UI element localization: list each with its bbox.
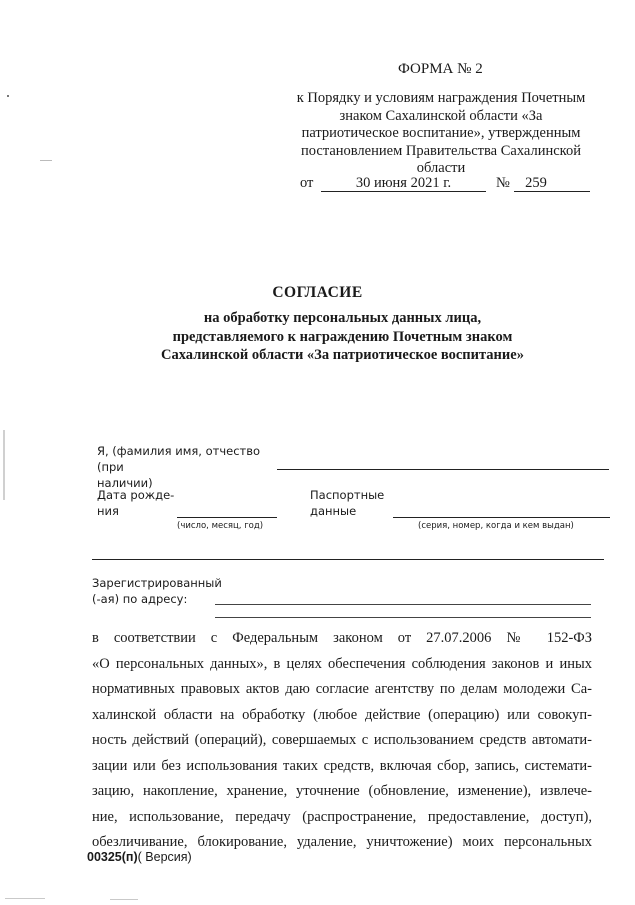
body-line: зации или без использования таких средств, включая сбор, запись, системати-	[92, 757, 592, 774]
passport-label-line: данные	[310, 504, 357, 518]
body-line: «О персональных данных», в целях обеспечения соблюдения законов и иных	[92, 655, 592, 672]
scan-speck	[3, 430, 5, 500]
document-code: 00325(п)	[87, 850, 138, 864]
birth-date-label-line: Дата рожде-	[97, 488, 175, 502]
passport-label	[310, 487, 400, 519]
document-version: ( Версия)	[137, 850, 192, 864]
birth-date-label-line: ния	[97, 504, 119, 518]
fio-label	[97, 443, 277, 491]
resolution-date: 30 июня 2021 г.	[355, 175, 452, 191]
resolution-number: 259	[525, 175, 547, 191]
order-reference-line: постановлением Правительства Сахалинской	[301, 142, 581, 159]
document-subtitle	[95, 309, 590, 365]
body-line: зацию, накопление, хранение, уточнение (обновление, изменение), извлече-	[92, 783, 592, 799]
birth-date-hint: (число, месяц, год)	[177, 521, 264, 531]
body-line: ние, использование, передачу (распространение, предоставление, доступ),	[92, 808, 592, 825]
birth-date-label	[97, 487, 177, 519]
consent-body-text	[92, 626, 592, 856]
body-line: обезличивание, блокирование, удаление, уничтожение) моих персональных	[92, 834, 592, 850]
order-reference	[285, 90, 597, 178]
scan-speck	[110, 899, 138, 900]
scan-speck	[40, 160, 52, 161]
fio-input-line[interactable]	[277, 469, 609, 470]
passport-label-line: Паспортные	[310, 488, 385, 502]
address-label-line: (-ая) по адресу:	[92, 592, 188, 606]
scan-speck	[5, 898, 45, 899]
fio-label-line: наличии)	[97, 476, 153, 490]
body-line: в соответствии с Федеральным законом от 27.07.2006 № 152-ФЗ	[92, 630, 592, 646]
order-reference-line: знаком Сахалинской области «За	[339, 107, 543, 124]
body-line: ность действий (операций), совершаемых с использованием средств автомати-	[92, 732, 592, 748]
number-label: №	[496, 175, 510, 191]
address-label	[92, 575, 222, 607]
passport-input-line[interactable]	[393, 517, 610, 518]
form-number: ФОРМА № 2	[398, 61, 483, 77]
address-input-line[interactable]	[215, 604, 591, 605]
order-reference-line: патриотическое воспитание», утвержденным	[301, 125, 581, 142]
subtitle-line: на обработку персональных данных лица,	[203, 310, 482, 326]
address-label-line: Зарегистрированный	[92, 576, 222, 590]
birth-date-input-line[interactable]	[177, 517, 277, 518]
address-input-line-2[interactable]	[215, 617, 591, 618]
subtitle-line: Сахалинской области «За патриотическое воспитание»	[161, 347, 524, 363]
scan-speck	[7, 95, 9, 97]
from-label: от	[300, 175, 314, 191]
fio-label-line: Я, (фамилия имя, отчество (при	[97, 444, 261, 474]
subtitle-line: представляемого к награждению Почетным знаком	[172, 328, 513, 345]
document-title: СОГЛАСИЕ	[272, 284, 363, 301]
passport-hint: (серия, номер, когда и кем выдан)	[418, 521, 574, 531]
order-reference-line: области	[416, 160, 466, 177]
order-reference-line: к Порядку и условиям награждения Почетным	[296, 90, 586, 106]
body-line: халинской области на обработку (любое действие (операцию) или совокуп-	[92, 706, 592, 723]
body-line: нормативных правовых актов даю согласие агентству по делам молодежи Са-	[92, 681, 592, 697]
passport-continuation-line[interactable]	[92, 559, 604, 560]
document-footer	[87, 850, 192, 864]
